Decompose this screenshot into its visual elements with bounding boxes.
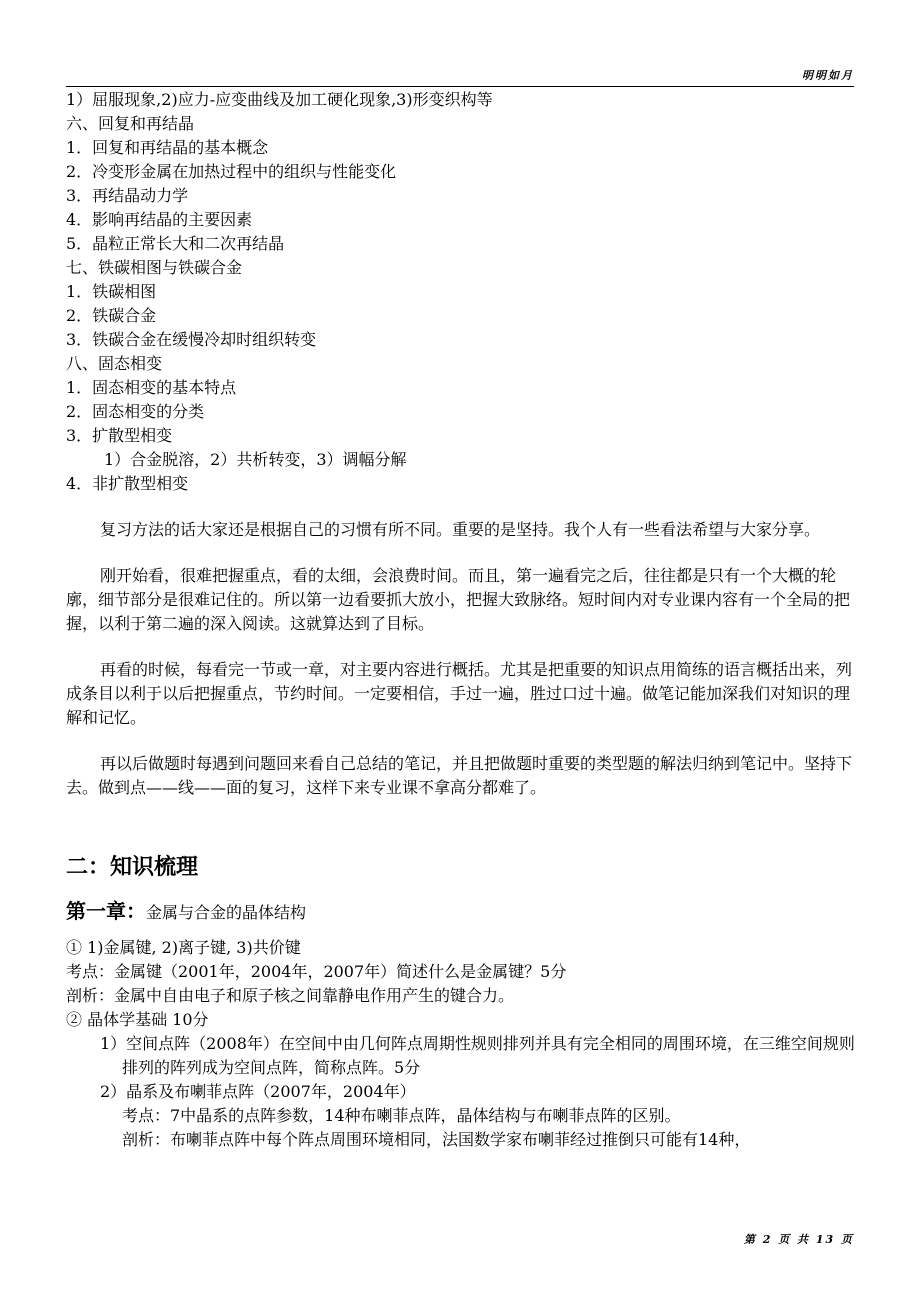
chapter-title: 金属与合金的晶体结构: [146, 903, 307, 922]
paragraph: 刚开始看，很难把握重点，看的太细，会浪费时间。而且，第一遍看完之后，往往都是只有一个大概的轮廓，细节部分是很难记住的。所以第一边看要抓大放小，把握大致脉络。短时间内对专业课内容有一个全局的把握，以利于第二遍的深入阅读。这就算达到了目标。: [66, 566, 851, 633]
item-line: ② 晶体学基础 10分: [66, 1010, 209, 1029]
item-line: 考点：金属键（2001年，2004年，2007年）简述什么是金属键？5分: [66, 962, 567, 981]
sub-item-detail: 剖析：布喇菲点阵中每个阵点周围环境相同，法国数学家布喇菲经过推倒只可能有14种，: [122, 1130, 751, 1149]
page-number: 第 2 页 共 13 页: [743, 1233, 854, 1246]
chapter-label: 第一章：: [66, 899, 146, 923]
outline-heading: 六、回复和再结晶: [66, 114, 195, 133]
document-body: [66, 88, 856, 1152]
outline-heading: 七、铁碳相图与铁碳合金: [66, 258, 243, 277]
outline-line: 3．再结晶动力学: [66, 186, 189, 205]
outline-line: 1．回复和再结晶的基本概念: [66, 138, 269, 157]
outline-line: 4．非扩散型相变: [66, 474, 189, 493]
header-title: 明明如月: [802, 69, 854, 82]
item-line: ① 1)金属键, 2)离子键, 3)共价键: [66, 938, 301, 957]
outline-line: 1）屈服现象,2)应力-应变曲线及加工硬化现象,3)形变织构等: [66, 90, 493, 109]
item-line: 剖析：金属中自由电子和原子核之间靠静电作用产生的键合力。: [66, 986, 515, 1005]
outline-line: 1．固态相变的基本特点: [66, 378, 237, 397]
outline-heading: 八、固态相变: [66, 354, 163, 373]
sub-item: 1）空间点阵（2008年）在空间中由几何阵点周期性规则排列并具有完全相同的周围环境，在三维空间规则排列的阵列成为空间点阵，简称点阵。5分: [100, 1034, 855, 1077]
sub-item: 2）晶系及布喇菲点阵（2007年，2004年）: [100, 1082, 416, 1101]
chapter-heading: [66, 896, 856, 928]
outline-line: 2．固态相变的分类: [66, 402, 205, 421]
paragraph: 复习方法的话大家还是根据自己的习惯有所不同。重要的是坚持。我个人有一些看法希望与大家分享。: [100, 520, 821, 539]
outline-line: 5．晶粒正常长大和二次再结晶: [66, 234, 285, 253]
page-header: [66, 64, 854, 87]
paragraph: 再看的时候，每看完一节或一章，对主要内容进行概括。尤其是把重要的知识点用简练的语言概括出来，列成条目以利于以后把握重点，节约时间。一定要相信，手过一遍，胜过口过十遍。做笔记能加深我们对知识的理解和记忆。: [66, 660, 853, 727]
outline-line: 3．扩散型相变: [66, 426, 173, 445]
outline-line: 2．铁碳合金: [66, 306, 157, 325]
outline-subline: 1）合金脱溶，2）共析转变，3）调幅分解: [104, 450, 407, 469]
paragraph: 再以后做题时每遇到问题回来看自己总结的笔记，并且把做题时重要的类型题的解法归纳到笔记中。坚持下去。做到点——线——面的复习，这样下来专业课不拿高分都难了。: [66, 754, 853, 797]
outline-line: 4．影响再结晶的主要因素: [66, 210, 253, 229]
outline-line: 1．铁碳相图: [66, 282, 157, 301]
section-heading: 二：知识梳理: [66, 854, 199, 880]
sub-item-detail: 考点：7中晶系的点阵参数，14种布喇菲点阵，晶体结构与布喇菲点阵的区别。: [122, 1106, 681, 1125]
outline-line: 2．冷变形金属在加热过程中的组织与性能变化: [66, 162, 397, 181]
outline-line: 3．铁碳合金在缓慢冷却时组织转变: [66, 330, 317, 349]
